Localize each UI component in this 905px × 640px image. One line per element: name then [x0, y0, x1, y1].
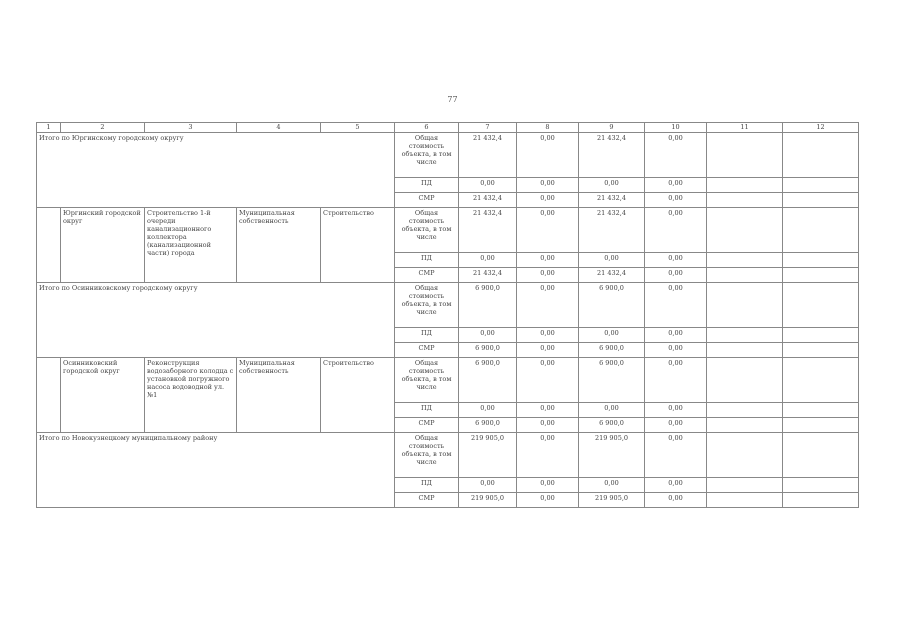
value-cell: 0,00 — [579, 478, 645, 493]
object-row — [37, 358, 859, 403]
row-label: СМР — [395, 493, 459, 508]
value-cell: 6 900,0 — [579, 358, 645, 403]
header-cell: 5 — [321, 123, 395, 133]
value-cell: 21 432,4 — [459, 268, 517, 283]
header-cell: 12 — [783, 123, 859, 133]
header-cell: 6 — [395, 123, 459, 133]
object-col4: Муниципальная собственность — [237, 358, 321, 433]
value-cell: 0,00 — [579, 328, 645, 343]
empty-cell — [707, 403, 783, 418]
object-col2: Юргинский городской округ — [61, 208, 145, 283]
value-cell: 21 432,4 — [459, 208, 517, 253]
empty-cell — [707, 328, 783, 343]
empty-cell — [707, 283, 783, 328]
value-cell: 6 900,0 — [579, 418, 645, 433]
value-cell: 0,00 — [459, 478, 517, 493]
value-cell: 0,00 — [517, 403, 579, 418]
summary-row — [37, 133, 859, 178]
empty-cell — [707, 358, 783, 403]
empty-cell — [783, 433, 859, 478]
header-cell: 9 — [579, 123, 645, 133]
value-cell: 0,00 — [645, 283, 707, 328]
value-cell: 0,00 — [517, 358, 579, 403]
value-cell: 0,00 — [645, 193, 707, 208]
empty-cell — [783, 493, 859, 508]
header-cell: 10 — [645, 123, 707, 133]
value-cell: 21 432,4 — [579, 133, 645, 178]
value-cell: 6 900,0 — [579, 283, 645, 328]
header-cell: 7 — [459, 123, 517, 133]
budget-table — [36, 122, 859, 508]
value-cell: 0,00 — [517, 193, 579, 208]
header-cell: 11 — [707, 123, 783, 133]
empty-cell — [707, 433, 783, 478]
value-cell: 0,00 — [517, 178, 579, 193]
empty-cell — [707, 253, 783, 268]
value-cell: 0,00 — [459, 178, 517, 193]
value-cell: 6 900,0 — [459, 343, 517, 358]
row-label: ПД — [395, 178, 459, 193]
header-cell: 2 — [61, 123, 145, 133]
value-cell: 0,00 — [579, 178, 645, 193]
value-cell: 0,00 — [459, 253, 517, 268]
empty-cell — [707, 478, 783, 493]
empty-cell — [707, 493, 783, 508]
row-label: СМР — [395, 343, 459, 358]
object-col5: Строительство — [321, 358, 395, 433]
row-label: Общая стоимость объекта, в том числе — [395, 133, 459, 178]
row-label: ПД — [395, 478, 459, 493]
value-cell: 0,00 — [517, 253, 579, 268]
value-cell: 0,00 — [517, 478, 579, 493]
value-cell: 219 905,0 — [459, 493, 517, 508]
row-label: Общая стоимость объекта, в том числе — [395, 433, 459, 478]
section-title: Итого по Юргинскому городскому округу — [37, 133, 395, 208]
value-cell: 6 900,0 — [459, 283, 517, 328]
row-label: Общая стоимость объекта, в том числе — [395, 358, 459, 403]
value-cell: 0,00 — [645, 343, 707, 358]
object-row — [37, 208, 859, 253]
value-cell: 0,00 — [645, 418, 707, 433]
value-cell: 0,00 — [645, 208, 707, 253]
value-cell: 0,00 — [579, 403, 645, 418]
empty-cell — [707, 178, 783, 193]
value-cell: 0,00 — [645, 478, 707, 493]
header-cell: 4 — [237, 123, 321, 133]
header-cell: 3 — [145, 123, 237, 133]
empty-cell — [783, 208, 859, 253]
value-cell: 0,00 — [517, 343, 579, 358]
value-cell: 219 905,0 — [579, 433, 645, 478]
value-cell: 21 432,4 — [579, 208, 645, 253]
row-label: СМР — [395, 268, 459, 283]
empty-cell — [707, 418, 783, 433]
cell-empty — [37, 208, 61, 283]
value-cell: 0,00 — [645, 358, 707, 403]
value-cell: 0,00 — [459, 403, 517, 418]
row-label: СМР — [395, 193, 459, 208]
empty-cell — [783, 403, 859, 418]
empty-cell — [783, 283, 859, 328]
value-cell: 0,00 — [517, 208, 579, 253]
value-cell: 0,00 — [517, 328, 579, 343]
value-cell: 0,00 — [579, 253, 645, 268]
summary-row — [37, 283, 859, 328]
value-cell: 0,00 — [645, 133, 707, 178]
value-cell: 0,00 — [645, 253, 707, 268]
value-cell: 0,00 — [645, 328, 707, 343]
empty-cell — [707, 133, 783, 178]
empty-cell — [783, 193, 859, 208]
summary-row — [37, 433, 859, 478]
row-label: ПД — [395, 253, 459, 268]
empty-cell — [707, 208, 783, 253]
value-cell: 0,00 — [459, 328, 517, 343]
empty-cell — [783, 268, 859, 283]
row-label: СМР — [395, 418, 459, 433]
value-cell: 6 900,0 — [459, 418, 517, 433]
header-cell: 8 — [517, 123, 579, 133]
value-cell: 0,00 — [517, 268, 579, 283]
empty-cell — [783, 133, 859, 178]
value-cell: 0,00 — [645, 403, 707, 418]
value-cell: 0,00 — [645, 178, 707, 193]
value-cell: 0,00 — [517, 133, 579, 178]
section-title: Итого по Осинниковскому городскому округу — [37, 283, 395, 358]
empty-cell — [707, 343, 783, 358]
value-cell: 0,00 — [517, 418, 579, 433]
empty-cell — [783, 418, 859, 433]
value-cell: 21 432,4 — [579, 268, 645, 283]
header-row — [37, 123, 859, 133]
value-cell: 21 432,4 — [579, 193, 645, 208]
value-cell: 6 900,0 — [459, 358, 517, 403]
row-label: ПД — [395, 403, 459, 418]
empty-cell — [783, 178, 859, 193]
value-cell: 0,00 — [517, 283, 579, 328]
object-col4: Муниципальная собственность — [237, 208, 321, 283]
value-cell: 0,00 — [645, 493, 707, 508]
value-cell: 0,00 — [517, 433, 579, 478]
page-number: 77 — [447, 95, 458, 104]
empty-cell — [707, 268, 783, 283]
empty-cell — [707, 193, 783, 208]
row-label: Общая стоимость объекта, в том числе — [395, 208, 459, 253]
value-cell: 0,00 — [645, 268, 707, 283]
row-label: ПД — [395, 328, 459, 343]
section-title: Итого по Новокузнецкому муниципальному району — [37, 433, 395, 508]
empty-cell — [783, 343, 859, 358]
object-col2: Осинниковский городской округ — [61, 358, 145, 433]
value-cell: 21 432,4 — [459, 133, 517, 178]
value-cell: 0,00 — [517, 493, 579, 508]
object-col5: Строительство — [321, 208, 395, 283]
row-label: Общая стоимость объекта, в том числе — [395, 283, 459, 328]
value-cell: 219 905,0 — [459, 433, 517, 478]
empty-cell — [783, 358, 859, 403]
empty-cell — [783, 328, 859, 343]
object-col3: Реконструкция водозаборного колодца с установкой погружного насоса водоводной ул. №1 — [145, 358, 237, 433]
value-cell: 21 432,4 — [459, 193, 517, 208]
value-cell: 6 900,0 — [579, 343, 645, 358]
cell-empty — [37, 358, 61, 433]
empty-cell — [783, 478, 859, 493]
header-cell: 1 — [37, 123, 61, 133]
value-cell: 0,00 — [645, 433, 707, 478]
value-cell: 219 905,0 — [579, 493, 645, 508]
object-col3: Строительство 1-й очереди канализационного коллектора (канализационной части) города — [145, 208, 237, 283]
empty-cell — [783, 253, 859, 268]
